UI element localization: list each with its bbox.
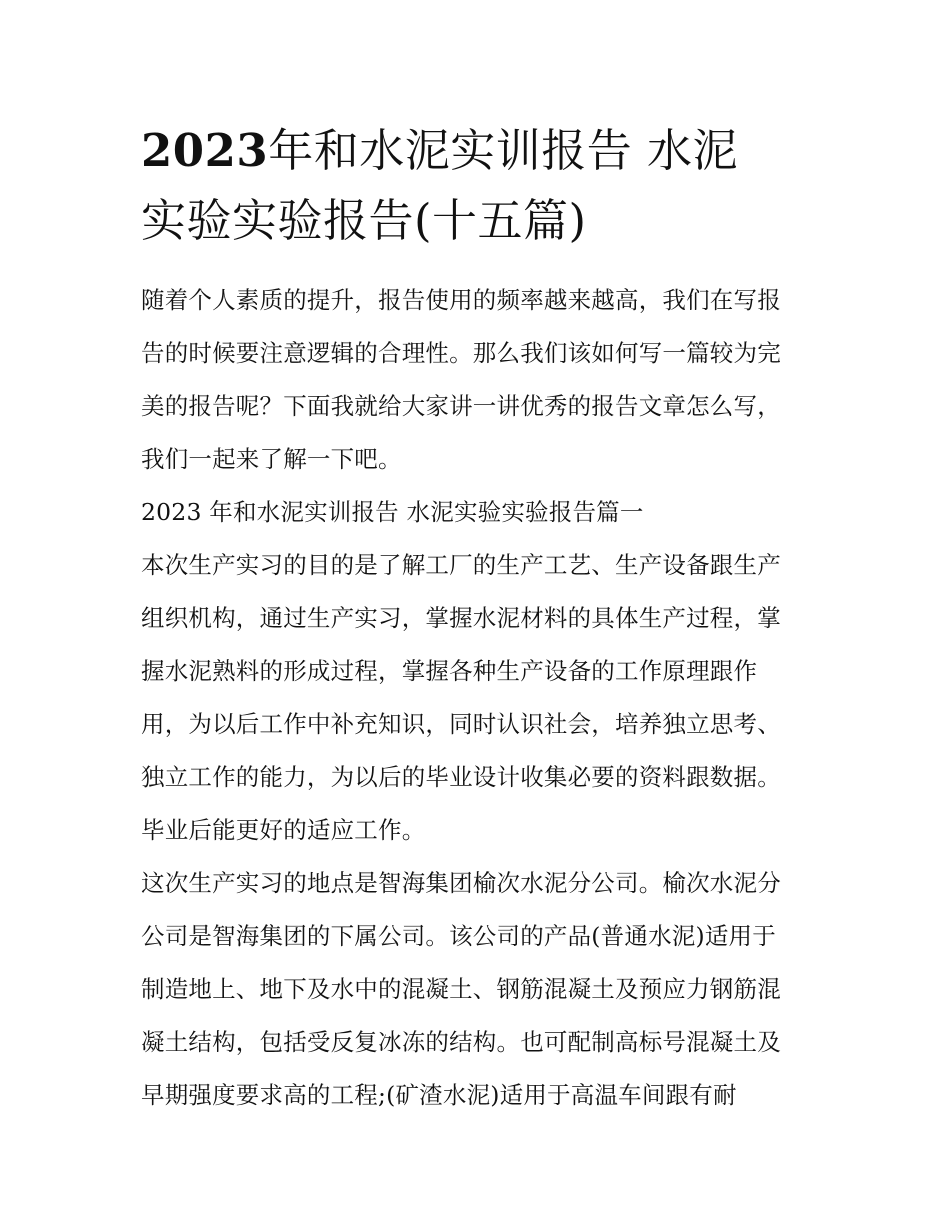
paragraph2-line: 凝土结构，包括受反复冰冻的结构。也可配制高标号混凝土及 (141, 1028, 781, 1056)
paragraph1-line: 组织机构，通过生产实习，掌握水泥材料的具体生产过程，掌 (141, 604, 781, 632)
paragraph2-line: 这次生产实习的地点是智海集团榆次水泥分公司。榆次水泥分 (141, 869, 781, 897)
paragraph1-line: 用，为以后工作中补充知识，同时认识社会，培养独立思考、 (141, 710, 781, 738)
paragraph1-line: 握水泥熟料的形成过程，掌握各种生产设备的工作原理跟作 (141, 657, 758, 685)
title-year: 2023 (141, 124, 269, 177)
title-line2: 实验实验报告(十五篇) (141, 194, 587, 247)
paragraph1-line: 毕业后能更好的适应工作。 (141, 816, 426, 844)
paragraph1-line: 独立工作的能力，为以后的毕业设计收集必要的资料跟数据。 (141, 763, 781, 791)
document-body (141, 274, 821, 1122)
intro-line: 美的报告呢？下面我就给大家讲一讲优秀的报告文章怎么写， (141, 392, 781, 420)
document-title (141, 116, 821, 256)
title-line1-rest: 年和水泥实训报告 水泥 (268, 124, 739, 177)
section-heading: 2023 年和水泥实训报告 水泥实验实验报告篇一 (141, 498, 644, 526)
paragraph2-line: 早期强度要求高的工程;(矿渣水泥)适用于高温车间跟有耐 (141, 1081, 737, 1109)
intro-line: 告的时候要注意逻辑的合理性。那么我们该如何写一篇较为完 (141, 339, 781, 367)
intro-line: 随着个人素质的提升，报告使用的频率越来越高，我们在写报 (141, 286, 781, 314)
paragraph2-line: 制造地上、地下及水中的混凝土、钢筋混凝土及预应力钢筋混 (141, 975, 781, 1003)
paragraph1-line: 本次生产实习的目的是了解工厂的生产工艺、生产设备跟生产 (141, 551, 781, 579)
intro-line: 我们一起来了解一下吧。 (141, 445, 402, 473)
document-page (141, 116, 821, 1122)
paragraph2-line: 公司是智海集团的下属公司。该公司的产品(普通水泥)适用于 (141, 922, 776, 950)
